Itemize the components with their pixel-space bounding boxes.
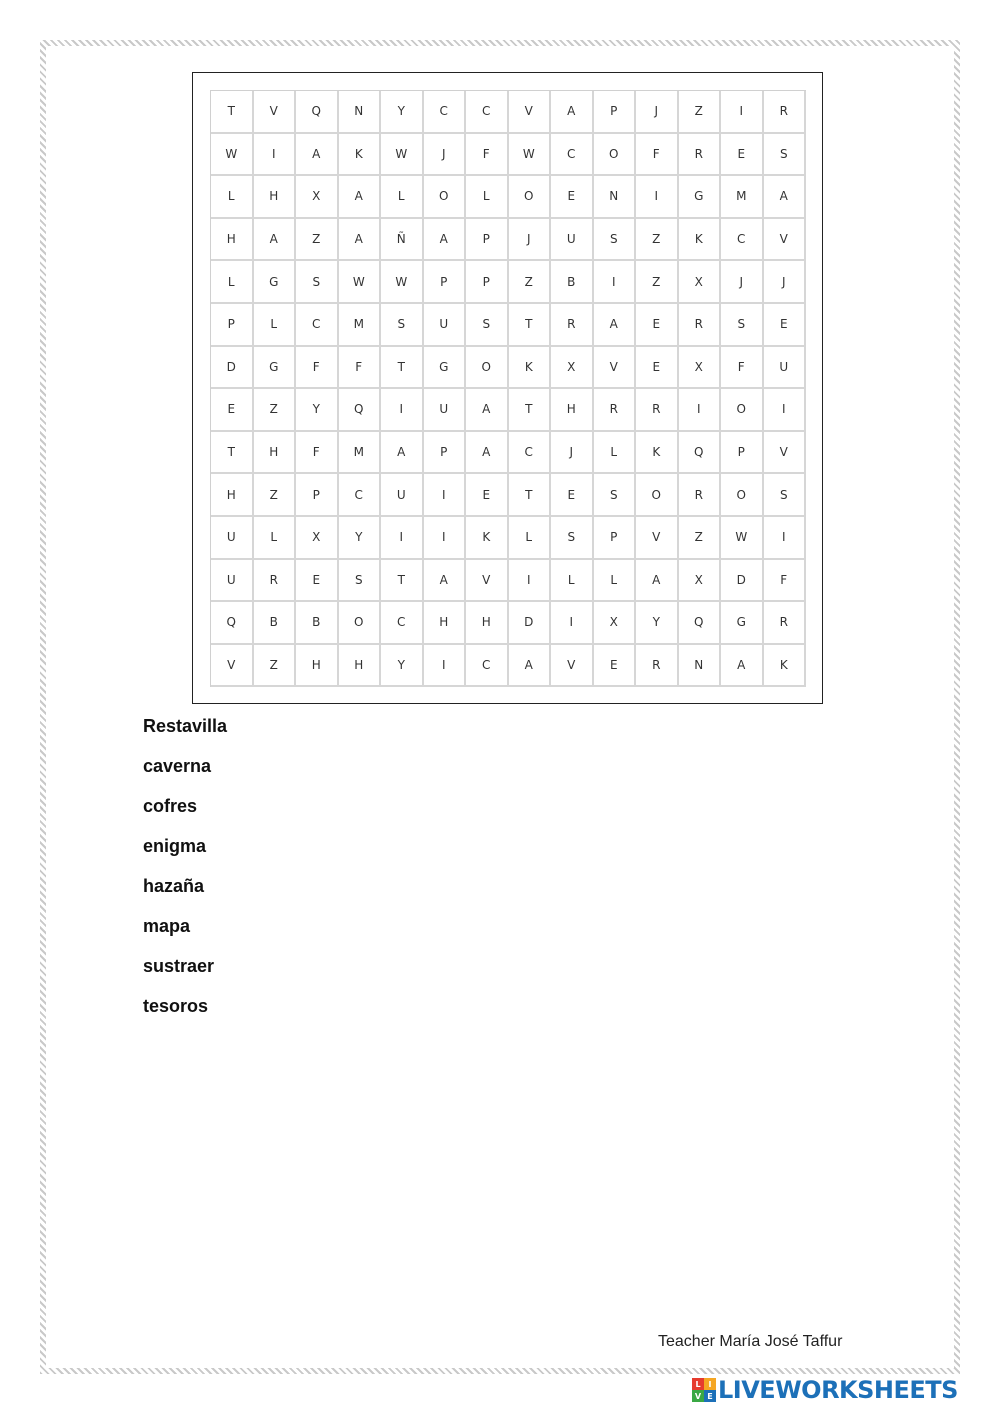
grid-cell[interactable]: Z (679, 91, 722, 134)
grid-cell[interactable]: T (211, 432, 254, 475)
grid-cell[interactable]: X (679, 347, 722, 390)
logo-badge-letter: E (704, 1390, 716, 1402)
grid-cell[interactable]: S (764, 474, 807, 517)
grid-cell[interactable]: A (296, 134, 339, 177)
grid-cell[interactable]: K (764, 645, 807, 688)
grid-cell[interactable]: I (636, 176, 679, 219)
grid-cell[interactable]: S (381, 304, 424, 347)
grid-cell[interactable]: W (721, 517, 764, 560)
grid-cell[interactable]: B (551, 261, 594, 304)
grid-cell[interactable]: I (764, 517, 807, 560)
grid-cell[interactable]: Z (254, 645, 297, 688)
grid-cell[interactable]: S (594, 219, 637, 262)
grid-cell[interactable]: O (636, 474, 679, 517)
grid-cell[interactable]: X (679, 560, 722, 603)
grid-cell[interactable]: O (339, 602, 382, 645)
grid-cell[interactable]: C (551, 134, 594, 177)
grid-cell[interactable]: S (721, 304, 764, 347)
grid-cell[interactable]: F (764, 560, 807, 603)
grid-cell[interactable]: S (296, 261, 339, 304)
grid-cell[interactable]: U (211, 560, 254, 603)
grid-cell[interactable]: R (679, 474, 722, 517)
grid-cell[interactable]: W (381, 261, 424, 304)
logo-badge-icon (692, 1378, 716, 1402)
grid-cell[interactable]: Z (636, 219, 679, 262)
grid-cell[interactable]: E (551, 176, 594, 219)
grid-cell[interactable]: I (509, 560, 552, 603)
grid-cell[interactable]: Y (381, 645, 424, 688)
grid-cell[interactable]: A (424, 219, 467, 262)
grid-cell[interactable]: L (381, 176, 424, 219)
grid-cell[interactable]: I (721, 91, 764, 134)
grid-cell[interactable]: L (211, 261, 254, 304)
grid-cell[interactable]: V (551, 645, 594, 688)
grid-cell[interactable]: B (296, 602, 339, 645)
grid-cell[interactable]: C (296, 304, 339, 347)
grid-cell[interactable]: F (339, 347, 382, 390)
grid-cell[interactable]: W (509, 134, 552, 177)
grid-cell[interactable]: J (721, 261, 764, 304)
grid-cell[interactable]: E (721, 134, 764, 177)
grid-cell[interactable]: Y (381, 91, 424, 134)
grid-cell[interactable]: P (466, 219, 509, 262)
grid-cell[interactable]: K (339, 134, 382, 177)
grid-cell[interactable]: A (466, 432, 509, 475)
grid-cell[interactable]: E (296, 560, 339, 603)
grid-cell[interactable]: L (551, 560, 594, 603)
grid-cell[interactable]: V (509, 91, 552, 134)
grid-cell[interactable]: V (466, 560, 509, 603)
grid-cell[interactable]: G (721, 602, 764, 645)
grid-cell[interactable]: U (764, 347, 807, 390)
grid-cell[interactable]: O (721, 474, 764, 517)
grid-cell[interactable]: P (424, 261, 467, 304)
word-search-grid (210, 90, 806, 687)
grid-cell[interactable]: H (424, 602, 467, 645)
grid-cell[interactable]: J (551, 432, 594, 475)
grid-cell[interactable]: V (636, 517, 679, 560)
grid-cell[interactable]: F (636, 134, 679, 177)
grid-cell[interactable]: F (296, 347, 339, 390)
grid-cell[interactable]: A (721, 645, 764, 688)
grid-cell[interactable]: L (254, 304, 297, 347)
grid-cell[interactable]: U (424, 389, 467, 432)
grid-cell[interactable]: K (466, 517, 509, 560)
grid-cell[interactable]: E (636, 347, 679, 390)
grid-cell[interactable]: E (594, 645, 637, 688)
grid-cell[interactable]: I (381, 389, 424, 432)
grid-cell[interactable]: A (339, 176, 382, 219)
grid-cell[interactable]: I (424, 517, 467, 560)
grid-cell[interactable]: T (211, 91, 254, 134)
grid-cell[interactable]: H (211, 474, 254, 517)
word-list-item: sustraer (143, 956, 215, 976)
grid-cell[interactable]: A (594, 304, 637, 347)
grid-cell[interactable]: A (551, 91, 594, 134)
grid-cell[interactable]: Q (211, 602, 254, 645)
grid-cell[interactable]: E (636, 304, 679, 347)
grid-cell[interactable]: S (764, 134, 807, 177)
grid-cell[interactable]: W (211, 134, 254, 177)
grid-cell[interactable]: E (211, 389, 254, 432)
grid-cell[interactable]: P (211, 304, 254, 347)
grid-cell[interactable]: E (764, 304, 807, 347)
grid-cell[interactable]: I (679, 389, 722, 432)
grid-cell[interactable]: P (594, 91, 637, 134)
word-list-item: Restavilla (143, 716, 228, 736)
grid-cell[interactable]: L (594, 432, 637, 475)
grid-cell[interactable]: C (466, 91, 509, 134)
logo-badge-letter: V (692, 1390, 704, 1402)
grid-cell[interactable]: A (424, 560, 467, 603)
liveworksheets-logo[interactable] (692, 1376, 958, 1404)
grid-cell[interactable]: R (679, 134, 722, 177)
grid-cell[interactable]: F (296, 432, 339, 475)
grid-cell[interactable]: M (339, 432, 382, 475)
grid-cell[interactable]: I (551, 602, 594, 645)
grid-cell[interactable]: R (254, 560, 297, 603)
grid-cell[interactable]: R (594, 389, 637, 432)
grid-cell[interactable]: Z (636, 261, 679, 304)
grid-cell[interactable]: B (254, 602, 297, 645)
grid-cell[interactable]: L (211, 176, 254, 219)
author-credit: Teacher María José Taffur (658, 1333, 843, 1350)
grid-cell[interactable]: S (466, 304, 509, 347)
grid-cell[interactable]: D (721, 560, 764, 603)
grid-cell[interactable]: Y (339, 517, 382, 560)
grid-cell[interactable]: D (509, 602, 552, 645)
grid-cell[interactable]: U (551, 219, 594, 262)
grid-cell[interactable]: C (466, 645, 509, 688)
grid-cell[interactable]: A (381, 432, 424, 475)
grid-cell[interactable]: K (509, 347, 552, 390)
grid-cell[interactable]: W (381, 134, 424, 177)
grid-cell[interactable]: M (721, 176, 764, 219)
grid-cell[interactable]: Z (254, 389, 297, 432)
grid-cell[interactable]: H (466, 602, 509, 645)
grid-cell[interactable]: F (466, 134, 509, 177)
grid-cell[interactable]: H (339, 645, 382, 688)
grid-cell[interactable]: P (721, 432, 764, 475)
grid-cell[interactable]: H (296, 645, 339, 688)
grid-cell[interactable]: C (339, 474, 382, 517)
grid-cell[interactable]: X (679, 261, 722, 304)
word-list-item: enigma (143, 836, 207, 856)
grid-cell[interactable]: H (254, 432, 297, 475)
grid-cell[interactable]: X (296, 176, 339, 219)
grid-cell[interactable]: S (594, 474, 637, 517)
grid-cell[interactable]: N (679, 645, 722, 688)
grid-cell[interactable]: W (339, 261, 382, 304)
grid-cell[interactable]: R (551, 304, 594, 347)
grid-cell[interactable]: K (679, 219, 722, 262)
grid-cell[interactable]: A (509, 645, 552, 688)
grid-cell[interactable]: R (636, 389, 679, 432)
word-list-item: tesoros (143, 996, 209, 1016)
grid-cell[interactable]: T (381, 347, 424, 390)
grid-cell[interactable]: Z (254, 474, 297, 517)
grid-cell[interactable]: A (636, 560, 679, 603)
logo-text: LIVEWORKSHEETS (718, 1376, 958, 1404)
logo-badge-letter: I (704, 1378, 716, 1390)
grid-cell[interactable]: C (721, 219, 764, 262)
grid-cell[interactable]: N (594, 176, 637, 219)
grid-cell[interactable]: R (679, 304, 722, 347)
grid-cell[interactable]: X (551, 347, 594, 390)
grid-cell[interactable]: P (424, 432, 467, 475)
grid-cell[interactable]: A (254, 219, 297, 262)
grid-cell[interactable]: Q (679, 602, 722, 645)
grid-cell[interactable]: I (764, 389, 807, 432)
grid-cell[interactable]: L (254, 517, 297, 560)
grid-cell[interactable]: G (254, 347, 297, 390)
word-list-item: mapa (143, 916, 191, 936)
grid-cell[interactable]: J (424, 134, 467, 177)
grid-cell[interactable]: O (466, 347, 509, 390)
grid-cell[interactable]: L (594, 560, 637, 603)
grid-cell[interactable]: M (339, 304, 382, 347)
grid-cell[interactable]: V (764, 432, 807, 475)
grid-cell[interactable]: E (551, 474, 594, 517)
grid-cell[interactable]: P (594, 517, 637, 560)
grid-cell[interactable]: H (254, 176, 297, 219)
grid-cell[interactable]: G (424, 347, 467, 390)
grid-cell[interactable]: A (466, 389, 509, 432)
word-list-item: hazaña (143, 876, 205, 896)
grid-cell[interactable]: R (764, 602, 807, 645)
grid-cell[interactable]: H (211, 219, 254, 262)
grid-cell[interactable]: E (466, 474, 509, 517)
grid-cell[interactable]: P (296, 474, 339, 517)
grid-cell[interactable]: N (339, 91, 382, 134)
grid-cell[interactable]: Ñ (381, 219, 424, 262)
grid-cell[interactable]: U (424, 304, 467, 347)
grid-cell[interactable]: K (636, 432, 679, 475)
grid-cell[interactable]: S (339, 560, 382, 603)
grid-cell[interactable]: I (424, 474, 467, 517)
grid-cell[interactable]: H (551, 389, 594, 432)
grid-cell[interactable]: A (339, 219, 382, 262)
grid-cell[interactable]: I (381, 517, 424, 560)
grid-cell[interactable]: U (381, 474, 424, 517)
grid-cell[interactable]: L (466, 176, 509, 219)
grid-cell[interactable]: Z (509, 261, 552, 304)
grid-cell[interactable]: R (764, 91, 807, 134)
grid-cell[interactable]: G (254, 261, 297, 304)
grid-cell[interactable]: O (594, 134, 637, 177)
grid-cell[interactable]: J (764, 261, 807, 304)
grid-cell[interactable]: T (509, 304, 552, 347)
grid-cell[interactable]: Z (296, 219, 339, 262)
logo-badge-letter: L (692, 1378, 704, 1390)
grid-cell[interactable]: D (211, 347, 254, 390)
grid-cell[interactable]: V (764, 219, 807, 262)
grid-cell[interactable]: U (211, 517, 254, 560)
grid-cell[interactable]: Y (636, 602, 679, 645)
grid-cell[interactable]: X (594, 602, 637, 645)
grid-cell[interactable]: X (296, 517, 339, 560)
grid-cell[interactable]: F (721, 347, 764, 390)
grid-cell[interactable]: C (424, 91, 467, 134)
grid-cell[interactable]: I (424, 645, 467, 688)
grid-cell[interactable]: O (424, 176, 467, 219)
grid-cell[interactable]: C (381, 602, 424, 645)
grid-cell[interactable]: R (636, 645, 679, 688)
grid-cell[interactable]: P (466, 261, 509, 304)
grid-cell[interactable]: G (679, 176, 722, 219)
grid-cell[interactable]: Q (679, 432, 722, 475)
grid-cell[interactable]: I (254, 134, 297, 177)
grid-cell[interactable]: L (509, 517, 552, 560)
grid-cell[interactable]: J (509, 219, 552, 262)
grid-cell[interactable]: Y (296, 389, 339, 432)
grid-cell[interactable]: T (381, 560, 424, 603)
grid-cell[interactable]: Q (296, 91, 339, 134)
grid-cell[interactable]: T (509, 389, 552, 432)
grid-cell[interactable]: A (764, 176, 807, 219)
word-list-item: caverna (143, 756, 212, 776)
grid-cell[interactable]: T (509, 474, 552, 517)
grid-cell[interactable]: O (721, 389, 764, 432)
grid-cell[interactable]: O (509, 176, 552, 219)
grid-cell[interactable]: Z (679, 517, 722, 560)
grid-cell[interactable]: C (509, 432, 552, 475)
grid-cell[interactable]: S (551, 517, 594, 560)
word-list (143, 713, 227, 1033)
grid-cell[interactable]: J (636, 91, 679, 134)
word-list-item: cofres (143, 796, 198, 816)
grid-cell[interactable]: V (211, 645, 254, 688)
grid-cell[interactable]: V (594, 347, 637, 390)
grid-cell[interactable]: Q (339, 389, 382, 432)
grid-cell[interactable]: V (254, 91, 297, 134)
grid-cell[interactable]: I (594, 261, 637, 304)
